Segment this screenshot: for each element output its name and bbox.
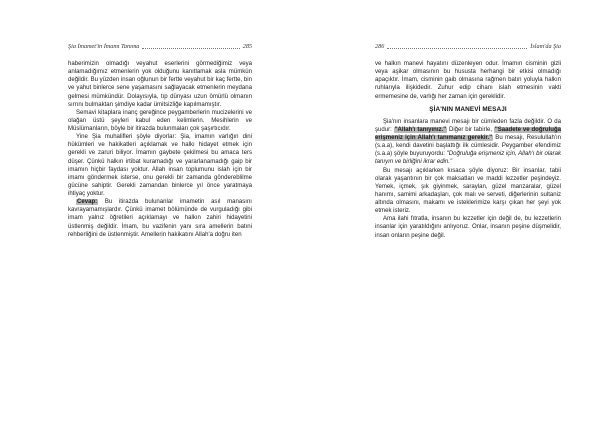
left-paragraph-3: Yine Şia muhalifleri şöyle diyorlar: Şia, imamın varlığın dini hükümleri ve hakikatleri açıklamak ve halkı hidayet etmek için gerekli ve zaruri biliyor. İmamın gaybete çekilmesi bu amaca ters düşer. Çünkü halkın irtibat kuramadığı ve yararlanamadığı gaip bir imamın hiçbir faydası yoktur. Allah insan toplumunu islah için bir imamı göndermek isterse, onu gerekli bir zamanda göndereblilme gücüne sahiptir. Gerekli zamandan binlerce yıl önce yaratmaya ihtiyaç yoktur. xyxy=(68,134,252,197)
left-page-number: 285 xyxy=(242,42,252,50)
right-page xyxy=(300,0,600,424)
section-heading: ŞİA'NIN MANEVİ MESAJI xyxy=(429,105,507,113)
highlight-quote-2: "Saadete ve doğruluğa erişmeniz için Allah'ı tanımanız gerekir." xyxy=(375,126,561,141)
left-running-head-title: Şia İmamet'in İmamı Tanıma xyxy=(68,42,140,50)
right-running-head-leader xyxy=(387,48,527,49)
left-running-head-leader xyxy=(142,48,239,49)
right-paragraph-4: Ama ilahi fıtratla, insanın bu lezzetler için değil de, bu lezzetlerin insanlar için yaratıldığını anlıyoruz. Onlar, insanın peşine düşmelidir, insan onların peşine değil. xyxy=(375,216,561,239)
prophet-quote: "Doğruluğa erişmeniz için, Allah'ı bir olarak tanıyın ve birliğini ikrar edin." xyxy=(375,151,561,166)
right-running-head-title: İslam'da Şia xyxy=(530,42,561,50)
right-paragraph-1: ve halkın manevi hayatını düzenleyen odur. İmamın cisminin gizli veya aşikar olmasının bu hususta herhangi bir etkisi olmadığı apaçıktır. İmam, cisminin gaib olmasına rağmen batın yoluyla halkın ruhlarıyla ilişkidedir. Zuhur edip cihanı islah etmesinin vakti ermemesine de, varlığı her zaman için gereklidir. xyxy=(375,61,561,100)
right-running-head xyxy=(375,40,561,52)
right-paragraph-2-c: Bu mesajı, Resulullah'ın (s.a.a), kendi davetini başlattığı ilk cümlesidir. Peygamber efendimiz (s.a.a) şöyle buyuruyordu: xyxy=(375,135,562,158)
left-paragraph-1: haberimizin olmadığı veyahut eserlerini görmediğimiz veya anlamadığımız etmenlerin yok olduğunu kanıtlamak asla mümkün değildir. Bu yüzden insan oğlunun bir fertte veyahut bir kaç fertte, bin ve yahut binlerce sene yaşamasını sağlayacak etmenlerin meydana gelmesi mümkündür. Dolayısıyla, tıp dünyası uzun ömürlü olmanın sırrını bulmaktan şimdiye kadar ümitsizliğe kapılmamıştır. xyxy=(68,61,252,108)
right-paragraph-2-a: Şia'nın insanlara manevi mesajı bir cümleden fazla değildir. O da şudur: xyxy=(375,118,561,133)
right-page-number: 286 xyxy=(375,42,385,50)
answer-label: Cevap: xyxy=(77,199,98,206)
right-paragraph-2-b: Diğer bir tabirle, xyxy=(447,126,494,133)
left-paragraph-4 xyxy=(68,198,252,239)
left-body-text xyxy=(68,60,252,239)
right-paragraph-2 xyxy=(375,118,561,167)
left-running-head xyxy=(68,40,252,52)
highlight-quote-1: "Allah'ı tanıyınız." xyxy=(394,126,447,133)
left-paragraph-4-text: Bu itirazda bulunanlar imametin asıl manasını kavrayamamışlardır. Çünkü imamet bölümünde de vurguladığı gibi imam yalnız öğretileri açıklamayı ve halkın zahiri hidayetini üstlenmiş değildir. İmam, bu vazifenin yanı sıra amellerin batıni rehberliğini de üstlenmiştir. Amellerin hakikatını Allah'a doğru iten xyxy=(68,199,252,238)
right-paragraph-3: Bu mesajı açıklarken kısaca şöyle diyoruz: Bir insanlar, tabii olarak yaşantının bir çok maksatları ve maddi lezzetler peşindeyiz. Yemek, içmek, şık giyinmek, saraylan, güzel manzaralar, güzel hanımı, samimi arkadaşları, çok malı ve serveti, diğerlerinin sultaniz altında olmasını, makamı ve isteklerimize karşı çıkan her şeyi yok etmek isteriz. xyxy=(375,167,561,215)
right-body-text xyxy=(375,60,561,240)
left-paragraph-2: Semavi kitaplara inanç gereğince peygamberlerin mucizelerini ve olağan üstü şeyleri kabul eden kelimlerin. Mesihlerin ve Müslümanların, böyle bir itirazda bulunmaları çok şaşırtıcıdır. xyxy=(68,109,252,132)
